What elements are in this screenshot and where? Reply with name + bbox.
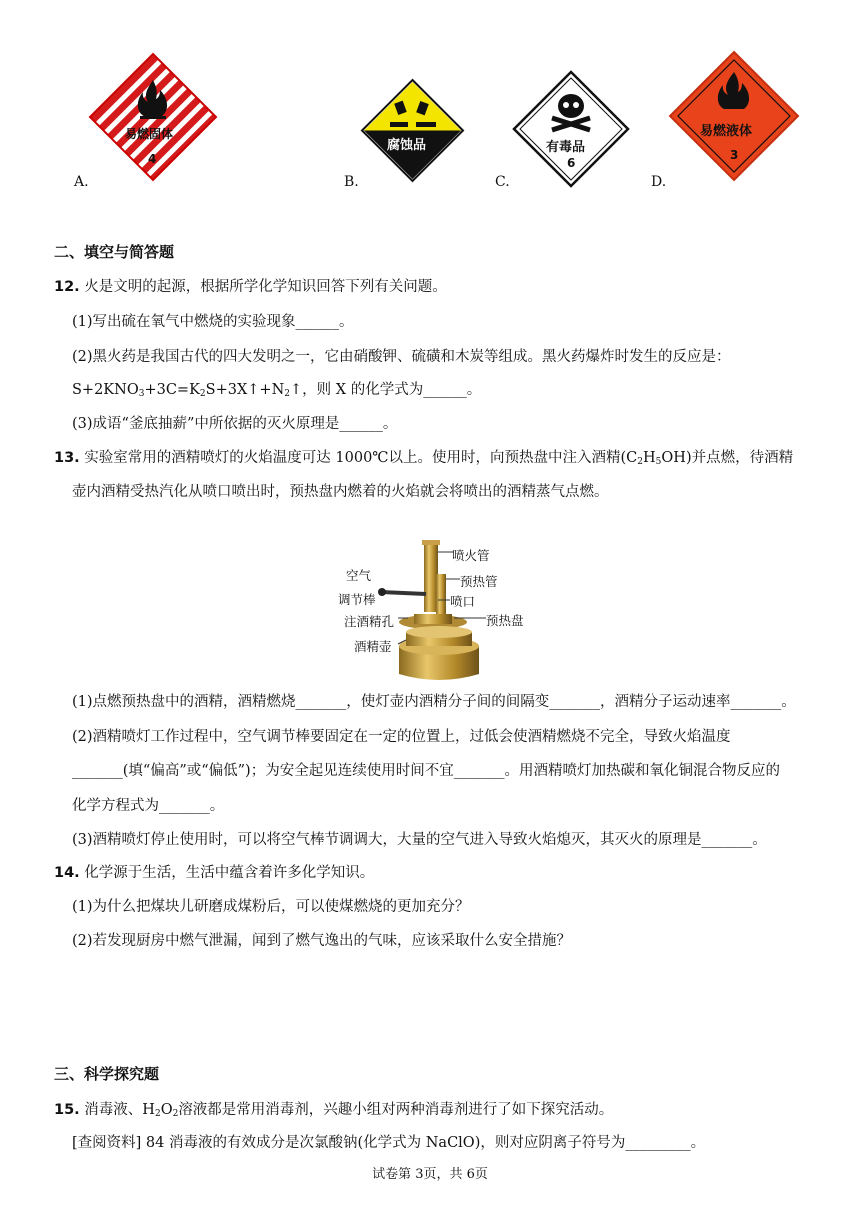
q12-part3: (3)成语“釜底抽薪”中所依据的灭火原理是______。 [72,416,398,432]
option-c-letter[interactable]: C. [495,174,510,190]
section-3-title: 三、科学探究题 [54,1065,160,1083]
flammable-liquid-sign-icon [668,50,800,182]
option-d-sign-text: 易燃液体 [700,124,753,139]
label-preheat-plate: 预热盘 [486,613,524,628]
q13-stem [54,446,793,467]
q13-part1: (1)点燃预热盘中的酒精，酒精燃烧_______，使灯壶内酒精分子间的间隔变_______，酒精分子运动速率_______。 [72,694,796,710]
label-preheat-tube: 预热管 [460,574,498,589]
q12-stem-text: 火是文明的起源，根据所学化学知识回答下列有关问题。 [84,279,447,295]
q12-part2: (2)黑火药是我国古代的四大发明之一，它由硝酸钾、硫磺和木炭等组成。黑火药爆炸时发生的反应是： [72,349,731,365]
option-d-sign-number: 3 [730,148,739,162]
label-nozzle: 喷口 [450,594,476,609]
q14-part2: (2)若发现厨房中燃气泄漏，闻到了燃气逸出的气味，应该采取什么安全措施？ [72,933,572,949]
label-alcohol-pot: 酒精壶 [354,639,392,654]
option-b-sign [360,78,465,183]
q15-part1: [查阅资料] 84 消毒液的有效成分是次氯酸钠(化学式为 NaClO)，则对应阴离子符号为_________。 [72,1135,706,1151]
q14-stem-text: 化学源于生活，生活中蕴含着许多化学知识。 [84,865,375,881]
label-air: 空气 [346,568,372,583]
page-footer: 试卷第 3页，共 6页 [372,1167,488,1182]
q13-subscript: 5 [655,457,662,467]
q13-subscript: 2 [637,457,644,467]
q12-number: 12. [54,279,80,295]
q14-number: 14. [54,865,80,881]
q13-part2-line3: 化学方程式为_______。 [72,798,225,814]
section-2-title: 二、填空与简答题 [54,243,175,261]
option-a-sign-number: 4 [148,152,157,166]
corrosive-sign-icon [360,78,465,183]
option-b-letter[interactable]: B. [344,174,359,190]
q15-stem-segment: 消毒液、H [84,1102,155,1118]
q15-stem [54,1098,613,1119]
option-d-sign [668,50,800,182]
q12-part1: (1)写出硫在氧气中燃烧的实验现象______。 [72,314,354,330]
option-d-letter[interactable]: D. [651,174,667,190]
q12-eq-subscript: 3 [138,389,145,399]
q13-part2-line1: (2)酒精喷灯工作过程中，空气调节棒要固定在一定的位置上，过低会使酒精燃烧不完全，导致火焰温度 [72,729,731,745]
q14-stem [54,861,374,882]
q15-subscript: 2 [172,1109,179,1119]
q15-subscript: 2 [154,1109,161,1119]
q13-part2-line2: _______(填“偏高”或“偏低”)；为安全起见连续使用时间不宜_______。用酒精喷灯加热碳和氧化铜混合物反应的 [72,763,780,779]
option-c-sign-number: 6 [567,156,576,170]
q12-eq-segment: ↑，则 X 的化学式为______。 [290,382,482,398]
q12-eq-subscript: 2 [199,389,206,399]
q12-eq-segment: S+2KNO [72,382,139,398]
alcohol-blowtorch-diagram [336,534,546,684]
q12-stem [54,275,447,296]
q15-number: 15. [54,1102,80,1118]
q13-stem-segment: OH)并点燃，待酒精 [661,450,794,466]
q15-stem-segment: O [160,1102,173,1118]
q13-stem-line2: 壶内酒精受热汽化从喷口喷出时，预热盘内燃着的火焰就会将喷出的酒精蒸气点燃。 [72,484,609,500]
q15-stem-segment: 溶液都是常用消毒剂，兴趣小组对两种消毒剂进行了如下探究活动。 [178,1102,614,1118]
q14-part1: (1)为什么把煤块儿研磨成煤粉后，可以使煤燃烧的更加充分？ [72,899,470,915]
q12-eq-subscript: 2 [284,389,290,399]
option-c-sign-text: 有毒品 [546,140,586,155]
q13-number: 13. [54,450,80,466]
q12-equation [72,378,481,399]
option-a-sign-text: 易燃固体 [125,127,174,141]
q13-stem-segment: H [643,450,656,466]
option-a-letter[interactable]: A. [74,174,89,190]
label-nozzle-tube: 喷火管 [452,548,490,563]
q12-eq-segment: +3C=K [144,382,200,398]
q13-stem-segment: 实验室常用的酒精喷灯的火焰温度可达 1000℃以上。使用时，向预热盘中注入酒精(C [84,450,638,466]
option-a-sign [88,52,218,182]
option-b-sign-text: 腐蚀品 [387,138,427,153]
blowtorch-illustration-icon [336,534,546,684]
label-fill-hole: 注酒精孔 [344,614,395,629]
toxic-skull-sign-icon [512,70,630,188]
label-adjust-rod: 调节棒 [338,592,376,607]
q12-eq-segment: S+3X↑+N [205,382,285,398]
q13-part3: (3)酒精喷灯停止使用时，可以将空气棒节调调大，大量的空气进入导致火焰熄灭，其灭火的原理是_______。 [72,832,767,848]
option-c-sign [512,70,630,188]
